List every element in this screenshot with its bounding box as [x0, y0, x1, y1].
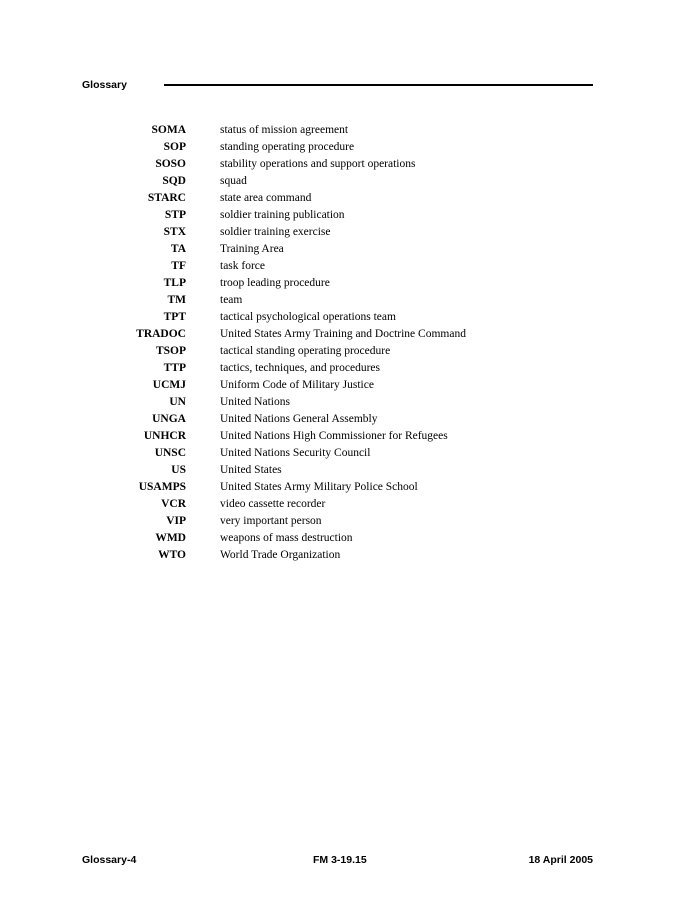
- glossary-abbreviation: UNSC: [154, 447, 186, 459]
- page-header-title: Glossary: [82, 79, 127, 91]
- glossary-definition: standing operating procedure: [220, 141, 355, 153]
- glossary-entry: [0, 258, 695, 275]
- glossary-abbreviation: TM: [167, 294, 186, 306]
- glossary-entry: [0, 462, 695, 479]
- glossary-abbreviation: SOP: [163, 141, 186, 153]
- footer-page-number: Glossary-4: [82, 854, 137, 866]
- glossary-abbreviation: STX: [163, 226, 186, 238]
- glossary-abbreviation: STP: [164, 209, 186, 221]
- glossary-entry: [0, 360, 695, 377]
- glossary-definition: United States Army Training and Doctrine Command: [220, 328, 466, 340]
- glossary-entry: [0, 496, 695, 513]
- glossary-entry: [0, 547, 695, 564]
- glossary-definition: United Nations Security Council: [220, 447, 371, 459]
- glossary-definition: tactical standing operating procedure: [220, 345, 391, 357]
- glossary-entry: [0, 445, 695, 462]
- glossary-entry: [0, 530, 695, 547]
- footer-date: 18 April 2005: [528, 854, 593, 866]
- glossary-definition: state area command: [220, 192, 312, 204]
- glossary-entry: [0, 326, 695, 343]
- glossary-definition: World Trade Organization: [220, 549, 341, 561]
- glossary-entry: [0, 428, 695, 445]
- glossary-abbreviation: USAMPS: [138, 481, 186, 493]
- glossary-entry: [0, 275, 695, 292]
- glossary-abbreviation: VCR: [161, 498, 186, 510]
- glossary-abbreviation: SOSO: [155, 158, 186, 170]
- glossary-entry: [0, 411, 695, 428]
- glossary-abbreviation: SOMA: [151, 124, 186, 136]
- glossary-abbreviation: WMD: [155, 532, 186, 544]
- glossary-definition: United Nations General Assembly: [220, 413, 378, 425]
- glossary-definition: soldier training exercise: [220, 226, 331, 238]
- glossary-definition: weapons of mass destruction: [220, 532, 353, 544]
- glossary-abbreviation: TRADOC: [136, 328, 186, 340]
- glossary-definition: very important person: [220, 515, 322, 527]
- glossary-abbreviation: TPT: [163, 311, 186, 323]
- glossary-definition: tactics, techniques, and procedures: [220, 362, 380, 374]
- glossary-entry: [0, 156, 695, 173]
- glossary-entry: [0, 479, 695, 496]
- glossary-definition: United Nations High Commissioner for Refugees: [220, 430, 448, 442]
- glossary-definition: United Nations: [220, 396, 290, 408]
- glossary-entry: [0, 309, 695, 326]
- glossary-abbreviation: US: [171, 464, 186, 476]
- glossary-definition: Uniform Code of Military Justice: [220, 379, 374, 391]
- glossary-definition: troop leading procedure: [220, 277, 330, 289]
- glossary-definition: team: [220, 294, 243, 306]
- glossary-entry: [0, 377, 695, 394]
- glossary-abbreviation: TA: [170, 243, 186, 255]
- glossary-abbreviation: TTP: [163, 362, 186, 374]
- glossary-abbreviation: UNGA: [152, 413, 186, 425]
- glossary-definition: video cassette recorder: [220, 498, 326, 510]
- glossary-definition: status of mission agreement: [220, 124, 349, 136]
- glossary-entry: [0, 241, 695, 258]
- glossary-abbreviation: TSOP: [155, 345, 186, 357]
- glossary-abbreviation: WTO: [158, 549, 186, 561]
- glossary-abbreviation: SQD: [162, 175, 186, 187]
- glossary-list: [0, 122, 695, 564]
- glossary-entry: [0, 139, 695, 156]
- glossary-entry: [0, 173, 695, 190]
- glossary-abbreviation: UN: [169, 396, 186, 408]
- glossary-entry: [0, 394, 695, 411]
- glossary-abbreviation: TLP: [163, 277, 186, 289]
- glossary-entry: [0, 190, 695, 207]
- glossary-entry: [0, 343, 695, 360]
- glossary-definition: soldier training publication: [220, 209, 345, 221]
- glossary-abbreviation: TF: [171, 260, 186, 272]
- glossary-entry: [0, 513, 695, 530]
- glossary-definition: United States Army Military Police School: [220, 481, 418, 493]
- glossary-abbreviation: VIP: [166, 515, 186, 527]
- glossary-entry: [0, 122, 695, 139]
- glossary-definition: United States: [220, 464, 282, 476]
- glossary-entry: [0, 207, 695, 224]
- glossary-abbreviation: UNHCR: [143, 430, 186, 442]
- glossary-definition: stability operations and support operations: [220, 158, 416, 170]
- glossary-abbreviation: UCMJ: [152, 379, 186, 391]
- footer-manual-id: FM 3-19.15: [313, 854, 367, 866]
- header-rule: [164, 84, 593, 86]
- glossary-definition: Training Area: [220, 243, 284, 255]
- glossary-abbreviation: STARC: [147, 192, 186, 204]
- glossary-definition: task force: [220, 260, 266, 272]
- glossary-definition: tactical psychological operations team: [220, 311, 396, 323]
- glossary-entry: [0, 224, 695, 241]
- glossary-entry: [0, 292, 695, 309]
- glossary-definition: squad: [220, 175, 247, 187]
